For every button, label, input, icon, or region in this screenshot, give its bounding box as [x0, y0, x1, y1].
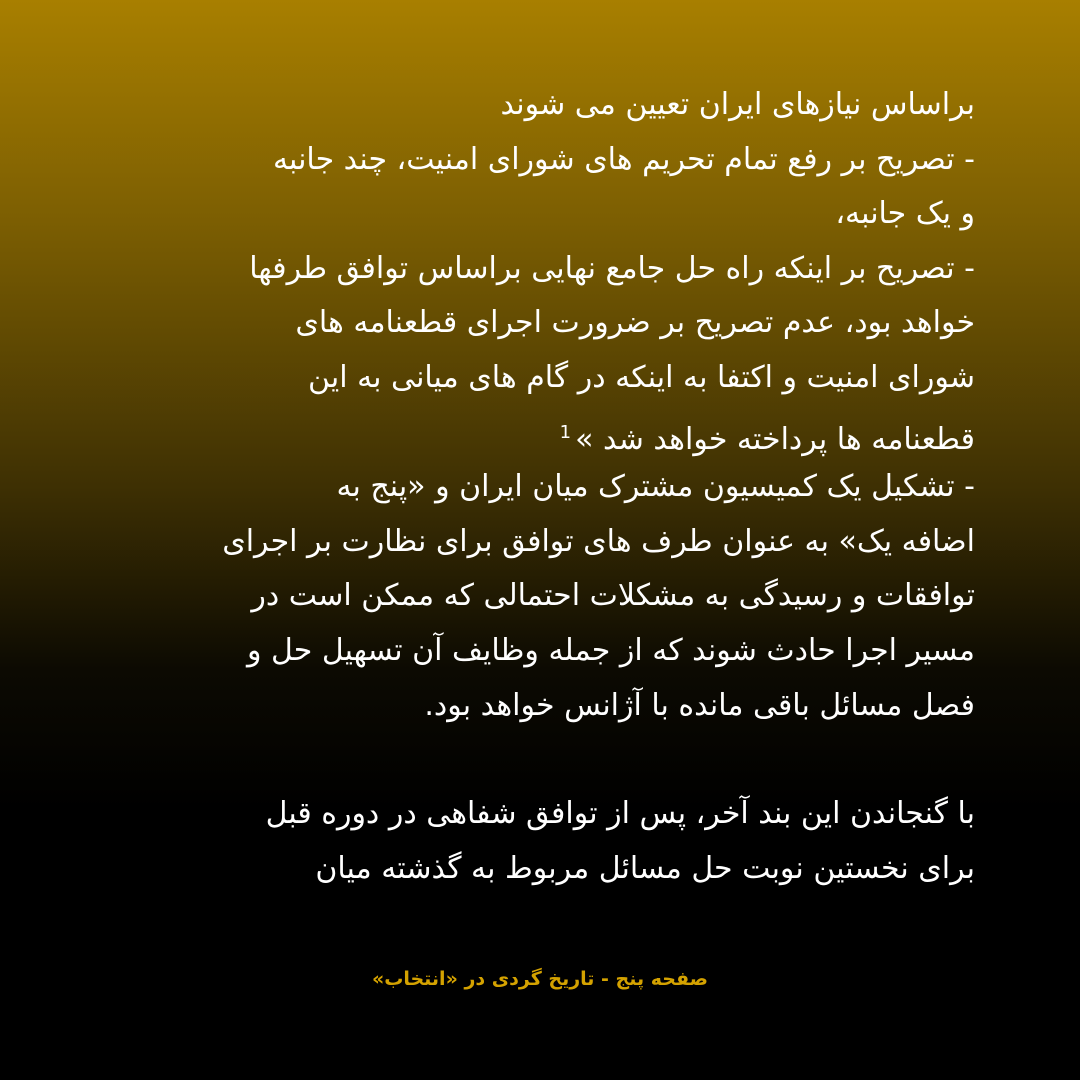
page-footer: صفحه پنج - تاریخ گردی در «انتخاب» — [371, 968, 709, 990]
text-line: و یک جانبه، — [835, 196, 975, 232]
text-line: - تشکیل یک کمیسیون مشترک میان ایران و «پنج به — [336, 469, 975, 505]
text-line: با گنجاندن این بند آخر، پس از توافق شفاهی در دوره قبل — [265, 796, 975, 832]
text-line: - تصریح بر رفع تمام تحریم های شورای امنیت، چند جانبه — [272, 141, 975, 177]
text-line: شورای امنیت و اکتفا به اینکه در گام های میانی به این — [308, 359, 975, 395]
text-line: برای نخستین نوبت حل مسائل مربوط به گذشته میان — [315, 850, 975, 886]
text-line: فصل مسائل باقی مانده با آژانس خواهد بود. — [424, 687, 975, 723]
footnote-marker: 1 — [559, 421, 572, 443]
text-line-content: قطعنامه ها پرداخته خواهد شد » — [575, 421, 975, 457]
text-line: براساس نیازهای ایران تعیین می شوند — [500, 87, 975, 122]
text-line: اضافه یک» به عنوان طرف های توافق برای نظارت بر اجرای — [222, 523, 975, 559]
text-line: توافقات و رسیدگی به مشکلات احتمالی که ممکن است در — [251, 578, 975, 614]
text-line: خواهد بود، عدم تصریح بر ضرورت اجرای قطعنامه های — [295, 305, 975, 341]
body-text — [85, 78, 975, 896]
paragraph-gap — [85, 733, 975, 787]
text-line: مسیر اجرا حادث شوند که از جمله وظایف آن تسهیل حل و — [247, 632, 975, 668]
text-line: - تصریح بر اینکه راه حل جامع نهایی براساس توافق طرفها — [249, 250, 975, 286]
text-line-with-footnote — [85, 406, 975, 461]
